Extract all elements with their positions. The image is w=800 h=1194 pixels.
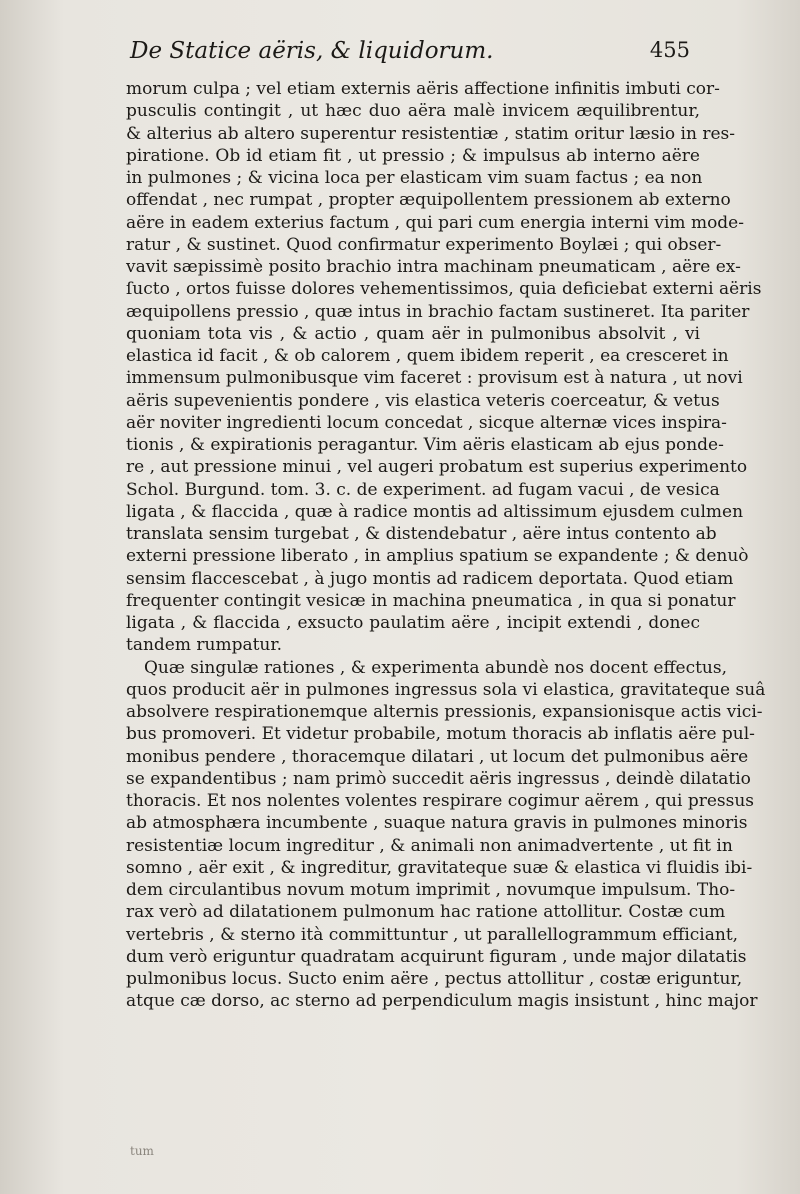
text-line: monibus pendere , thoracemque dilatari , ut locum det pulmonibus aëre xyxy=(126,746,749,767)
text-line: immensum pulmonibusque vim faceret : provisum est à natura , ut novi xyxy=(126,368,743,389)
page-header xyxy=(130,38,690,74)
text-line: pulmonibus locus. Sucto enim aëre , pectus attollitur , costæ eriguntur, xyxy=(126,969,743,989)
text-line: dem circulantibus novum motum imprimit , novumque impulsum. Tho- xyxy=(126,880,736,900)
text-line: ſucto , ortos fuisse dolores vehementissimos, quia deficiebat externi aëris xyxy=(126,279,762,300)
text-line: aëre in eadem exterius factum , qui pari cum energia interni vim mode- xyxy=(126,212,744,233)
text-line: Quæ singulæ rationes , & experimenta abundè nos docent effectus, xyxy=(144,657,728,678)
text-line: elastica id facit , & ob calorem , quem ibidem reperit , ea cresceret in xyxy=(126,346,729,366)
text-line: pusculis contingit , ut hæc duo aëra malè invicem æquilibrentur, xyxy=(126,101,700,122)
text-line: tandem rumpatur. xyxy=(126,635,283,656)
text-line: piratione. Ob id etiam fit , ut pressio ; & impulsus ab interno aëre xyxy=(126,145,700,166)
text-line: atque cæ dorso, ac sterno ad perpendiculum magis insistunt , hinc major xyxy=(126,991,758,1012)
text-line: offendat , nec rumpat , propter æquipollentem pressionem ab externo xyxy=(126,190,731,211)
text-line: & alterius ab altero superentur resistentiæ , statim oritur læsio in res- xyxy=(126,123,735,144)
text-line: quoniam tota vis , & actio , quam aër in pulmonibus absolvit , vi xyxy=(126,323,700,344)
body-text xyxy=(126,78,766,1013)
text-line: aëris supevenientis pondere , vis elastica veteris coerceatur, & vetus xyxy=(126,390,720,411)
text-line: dum verò eriguntur quadratam acquirunt figuram , unde major dilatatis xyxy=(126,946,747,967)
text-line: bus promoveri. Et videtur probabile, motum thoracis ab inflatis aëre pul- xyxy=(126,724,755,745)
running-title: De Statice aëris, & liquidorum. xyxy=(130,38,494,64)
text-line: Schol. Burgund. tom. 3. c. de experiment. ad fugam vacui , de vesica xyxy=(126,479,720,500)
text-line: rax verò ad dilatationem pulmonum hac ratione attollitur. Costæ cum xyxy=(126,902,726,923)
text-line: frequenter contingit vesicæ in machina pneumatica , in qua si ponatur xyxy=(126,590,736,611)
text-line: æquipollens pressio , quæ intus in brachio factam sustineret. Ita pariter xyxy=(126,301,750,322)
text-line: sensim flaccescebat , à jugo montis ad radicem deportata. Quod etiam xyxy=(126,568,734,589)
catchword: tum xyxy=(130,1144,154,1158)
text-line: somno , aër exit , & ingreditur, gravitateque suæ & elastica vi fluidis ibi- xyxy=(126,857,753,878)
text-line: ratur , & sustinet. Quod confirmatur experimento Boylæi ; qui obser- xyxy=(126,234,722,255)
text-line: ligata , & flaccida , exsucto paulatim aëre , incipit extendi , donec xyxy=(126,613,700,633)
text-line: ligata , & flaccida , quæ à radice montis ad altissimum ejusdem culmen xyxy=(126,501,744,522)
text-line: se expandentibus ; nam primò succedit aëris ingressus , deindè dilatatio xyxy=(126,768,751,789)
text-line: tionis , & expirationis peragantur. Vim aëris elasticam ab ejus ponde- xyxy=(126,435,724,455)
text-line: in pulmones ; & vicina loca per elasticam vim suam factus ; ea non xyxy=(126,168,703,188)
text-line: morum culpa ; vel etiam externis aëris affectione infinitis imbuti cor- xyxy=(126,79,720,99)
text-line: resistentiæ locum ingreditur , & animali non animadvertente , ut fit in xyxy=(126,835,733,856)
text-line: vertebris , & sterno ità committuntur , ut parallellogrammum efficiant, xyxy=(126,924,739,945)
text-line: quos producit aër in pulmones ingressus sola vi elastica, gravitateque suâ xyxy=(126,679,766,700)
text-line: ab atmosphæra incumbente , suaque natura gravis in pulmones minoris xyxy=(126,813,748,834)
page-number: 455 xyxy=(649,38,690,62)
text-line: re , aut pressione minui , vel augeri probatum est superius experimento xyxy=(126,457,748,478)
text-line: aër noviter ingredienti locum concedat , sicque alternæ vices inspira- xyxy=(126,412,727,433)
text-line: absolvere respirationemque alternis pressionis, expansionisque actis vici- xyxy=(126,702,763,722)
text-line: externi pressione liberato , in amplius spatium se expandente ; & denuò xyxy=(126,546,749,567)
text-line: vavit sæpissimè posito brachio intra machinam pneumaticam , aëre ex- xyxy=(126,257,741,277)
text-line: thoracis. Et nos nolentes volentes respirare cogimur aërem , qui pressus xyxy=(126,791,755,811)
text-line: translata sensim turgebat , & distendebatur , aëre intus contento ab xyxy=(126,524,717,544)
